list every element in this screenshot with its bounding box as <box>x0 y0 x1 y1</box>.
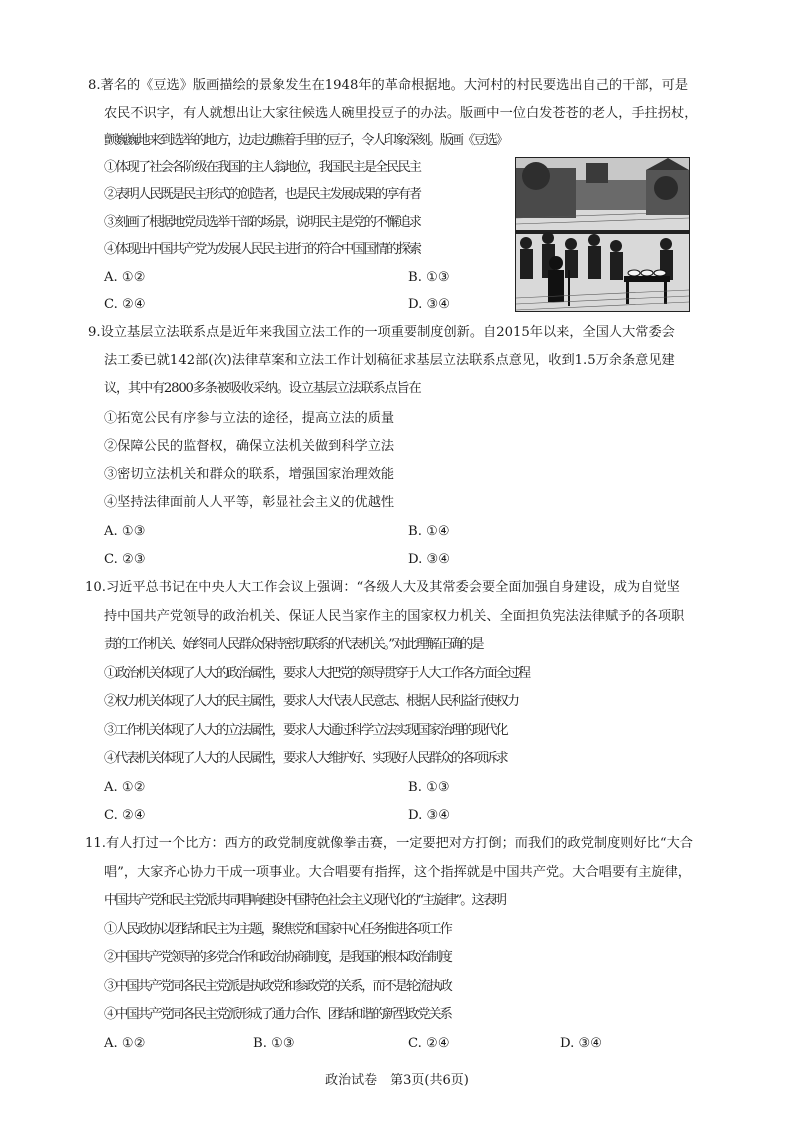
q11-stem-line-3: 中国共产党和民主党派共同唱响建设中国特色社会主义现代化的“主旋律”。这表明 <box>104 893 506 908</box>
q10-stem-line-1: 10.习近平总书记在中央人大工作会议上强调：“各级人大及其常委会要全面加强自身建设，成为自觉坚 <box>85 580 680 595</box>
q9-choice-d: D. ③④ <box>408 552 451 567</box>
q11-choice-d: D. ③④ <box>560 1036 603 1051</box>
q8-option-3: ③刻画了根据地党员选举干部的场景，说明民主是党的不懈追求 <box>104 215 421 230</box>
q9-option-1: ①拓宽公民有序参与立法的途径，提高立法的质量 <box>104 411 395 426</box>
q11-option-4: ④中国共产党同各民主党派形成了通力合作、团结和谐的新型政党关系 <box>104 1007 451 1022</box>
q10-choice-c: C. ②④ <box>104 808 146 823</box>
q8-option-1: ①体现了社会各阶级在我国的主人翁地位，我国民主是全民民主 <box>104 160 421 175</box>
q10-option-4: ④代表机关体现了人大的人民属性，要求人大维护好、实现好人民群众的各项诉求 <box>104 751 507 766</box>
q8-choice-a: A. ①② <box>104 270 146 285</box>
q9-option-2: ②保障公民的监督权，确保立法机关做到科学立法 <box>104 439 395 454</box>
woodcut-print-image <box>515 157 690 312</box>
q10-choice-d: D. ③④ <box>408 808 451 823</box>
q11-option-3: ③中国共产党同各民主党派是执政党和参政党的关系，而不是轮流执政 <box>104 979 451 994</box>
q10-choice-b: B. ①③ <box>408 780 450 795</box>
q11-option-1: ①人民政协以团结和民主为主题，聚焦党和国家中心任务推进各项工作 <box>104 922 451 937</box>
q11-stem-line-2: 唱”，大家齐心协力干成一项事业。大合唱要有指挥，这个指挥就是中国共产党。大合唱要有主旋律， <box>104 865 691 880</box>
q8-option-2: ②表明人民既是民主形式的创造者，也是民主发展成果的享有者 <box>104 187 421 202</box>
woodcut-illustration <box>516 158 689 311</box>
q10-option-1: ①政治机关体现了人大的政治属性，要求人大把党的领导贯穿于人大工作各方面全过程 <box>104 666 530 681</box>
q8-stem-line-1: 8.著名的《豆选》版画描绘的景象发生在1948年的革命根据地。大河村的村民要选出自己的干部，可是 <box>88 78 689 93</box>
q9-choice-b: B. ①④ <box>408 524 450 539</box>
q11-choice-c: C. ②④ <box>408 1036 450 1051</box>
q8-stem-line-3: 颤巍巍地来到选举的地方，边走边瞧着手里的豆子，令人印象深刻。版画《豆选》 <box>104 133 507 148</box>
q10-stem-line-2: 持中国共产党领导的政治机关、保证人民当家作主的国家权力机关、全面担负宪法法律赋予的各项职 <box>104 609 685 624</box>
q9-choice-c: C. ②③ <box>104 552 146 567</box>
q11-option-2: ②中国共产党领导的多党合作和政治协商制度，是我国的根本政治制度 <box>104 950 451 965</box>
q8-stem-line-2: 农民不识字，有人就想出让大家往候选人碗里投豆子的办法。版画中一位白发苍苍的老人，手拄拐杖， <box>104 106 698 121</box>
q8-choice-d: D. ③④ <box>408 297 451 312</box>
q8-choice-b: B. ①③ <box>408 270 450 285</box>
q9-option-4: ④坚持法律面前人人平等，彰显社会主义的优越性 <box>104 495 395 510</box>
q9-stem-line-2: 法工委已就142部(次)法律草案和立法工作计划稿征求基层立法联系点意见，收到1.5万余条意见建 <box>104 353 675 368</box>
q10-choice-a: A. ①② <box>104 780 146 795</box>
q9-stem-line-3: 议，其中有2800多条被吸收采纳。设立基层立法联系点旨在 <box>104 381 421 396</box>
q11-choice-a: A. ①② <box>104 1036 146 1051</box>
q10-option-3: ③工作机关体现了人大的立法属性，要求人大通过科学立法实现国家治理的现代化 <box>104 723 507 738</box>
q9-option-3: ③密切立法机关和群众的联系，增强国家治理效能 <box>104 467 395 482</box>
q11-choice-b: B. ①③ <box>253 1036 295 1051</box>
q8-option-4: ④体现出中国共产党为发展人民民主进行的符合中国国情的探索 <box>104 242 421 257</box>
q9-stem-line-1: 9.设立基层立法联系点是近年来我国立法工作的一项重要制度创新。自2015年以来，全国人大常委会 <box>88 325 675 340</box>
q10-stem-line-3: 责的工作机关、始终同人民群众保持密切联系的代表机关。”对此理解正确的是 <box>104 637 483 652</box>
q9-choice-a: A. ①③ <box>104 524 146 539</box>
q10-option-2: ②权力机关体现了人大的民主属性，要求人大代表人民意志、根据人民利益行使权力 <box>104 694 518 709</box>
q8-choice-c: C. ②④ <box>104 297 146 312</box>
page-footer: 政治试卷 第3页(共6页) <box>325 1073 469 1088</box>
q11-stem-line-1: 11.有人打过一个比方：西方的政党制度就像拳击赛，一定要把对方打倒；而我们的政党制度则好比“大合 <box>85 836 693 851</box>
